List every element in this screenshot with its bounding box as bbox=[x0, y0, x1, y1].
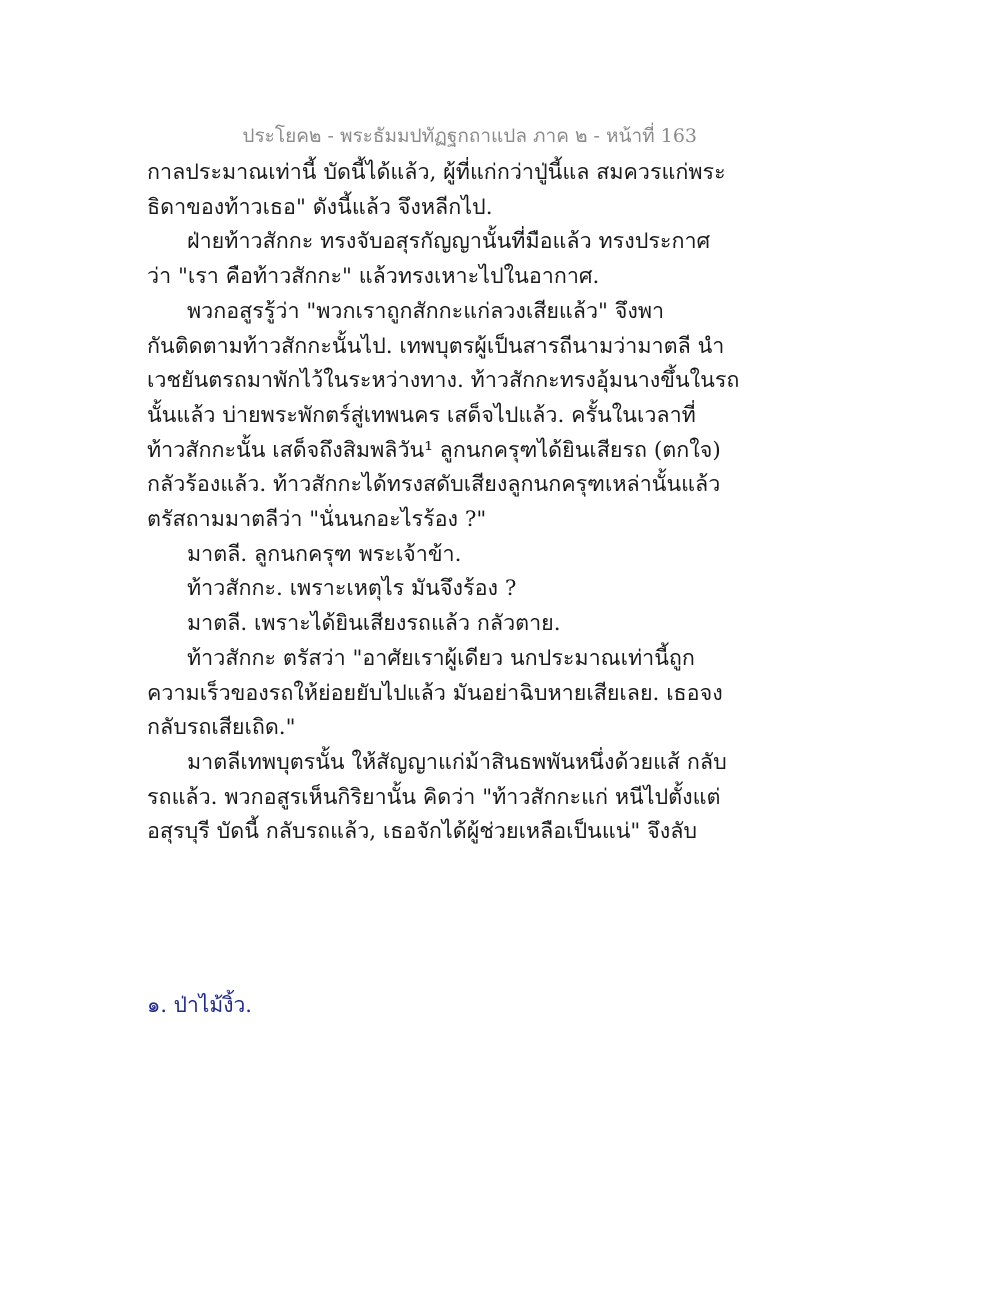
text-line: ท้าวสักกะนั้น เสด็จถึงสิมพลิวัน¹ ลูกนกครุฑได้ยินเสียรถ (ตกใจ) bbox=[147, 437, 721, 463]
text-line: รถแล้ว. พวกอสูรเห็นกิริยานั้น คิดว่า "ท้าวสักกะแก่ หนีไปตั้งแต่ bbox=[147, 784, 721, 810]
text-line: ธิดาของท้าวเธอ" ดังนี้แล้ว จึงหลีกไป. bbox=[147, 194, 493, 220]
text-line: ความเร็วของรถให้ย่อยยับไปแล้ว มันอย่าฉิบหายเสียเลย. เธอจง bbox=[147, 680, 723, 706]
text-line: เวชยันตรถมาพักไว้ในระหว่างทาง. ท้าวสักกะทรงอุ้มนางขึ้นในรถ bbox=[147, 368, 740, 394]
page-header: ประโยค๒ - พระธัมมปทัฏฐกถาแปล ภาค ๒ - หน้าที่ 163 bbox=[242, 125, 697, 147]
text-line: ฝ่ายท้าวสักกะ ทรงจับอสุรกัญญานั้นที่มือแล้ว ทรงประกาศ bbox=[187, 229, 711, 255]
text-line: ว่า "เรา คือท้าวสักกะ" แล้วทรงเหาะไปในอากาศ. bbox=[147, 264, 600, 290]
text-line: มาตลีเทพบุตรนั้น ให้สัญญาแก่ม้าสินธพพันหนึ่งด้วยแส้ กลับ bbox=[187, 749, 727, 775]
text-line: กันติดตามท้าวสักกะนั้นไป. เทพบุตรผู้เป็นสารถีนามว่ามาตลี นำ bbox=[147, 333, 725, 359]
text-line: ท้าวสักกะ ตรัสว่า "อาศัยเราผู้เดียว นกประมาณเท่านี้ถูก bbox=[187, 645, 695, 671]
text-line: ตรัสถามมาตลีว่า "นั่นนกอะไรร้อง ?" bbox=[147, 507, 487, 533]
body-text bbox=[147, 156, 740, 850]
text-line: อสุรบุรี บัดนี้ กลับรถแล้ว, เธอจักได้ผู้ช่วยเหลือเป็นแน่" จึงลับ bbox=[147, 819, 698, 845]
text-line: กลับรถเสียเถิด." bbox=[147, 715, 296, 741]
text-line: ท้าวสักกะ. เพราะเหตุไร มันจึงร้อง ? bbox=[187, 576, 517, 602]
text-line: พวกอสูรรู้ว่า "พวกเราถูกสักกะแก่ลวงเสียแล้ว" จึงพา bbox=[187, 298, 665, 324]
text-line: มาตลี. เพราะได้ยินเสียงรถแล้ว กลัวตาย. bbox=[187, 611, 561, 637]
footnote: ๑. ป่าไม้งิ้ว. bbox=[147, 993, 252, 1017]
text-line: มาตลี. ลูกนกครุฑ พระเจ้าข้า. bbox=[187, 541, 462, 567]
text-line: กาลประมาณเท่านี้ บัดนี้ได้แล้ว, ผู้ที่แก่กว่าปู่นี้แล สมควรแก่พระ bbox=[147, 160, 726, 185]
text-line: นั้นแล้ว บ่ายพระพักตร์สู่เทพนคร เสด็จไปแล้ว. ครั้นในเวลาที่ bbox=[147, 402, 696, 428]
text-line: กลัวร้องแล้ว. ท้าวสักกะได้ทรงสดับเสียงลูกนกครุฑเหล่านั้นแล้ว bbox=[147, 472, 721, 498]
